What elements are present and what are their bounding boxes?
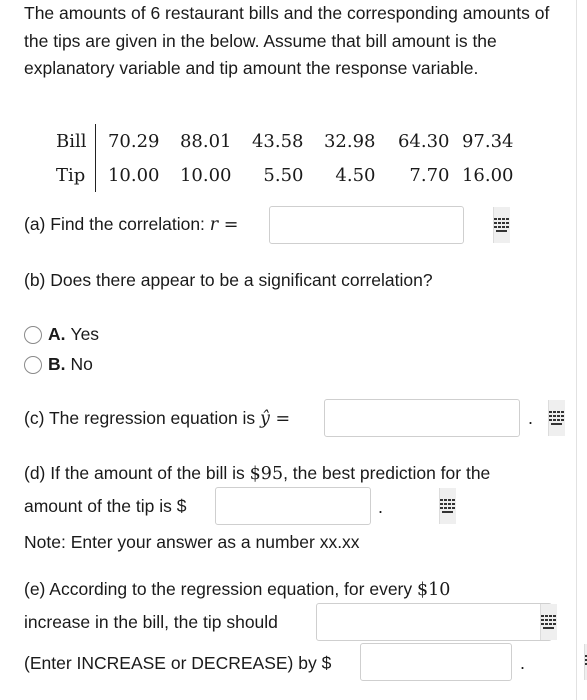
option-yes[interactable] [24,324,99,345]
part-d-line2: amount of the tip is $ [24,496,187,516]
table-cell: 43.58 [251,130,304,152]
part-d-amount: $95 [249,464,284,484]
part-d-input[interactable] [216,488,439,524]
keypad-icon[interactable] [493,207,510,243]
part-e-amount-input[interactable] [361,644,584,680]
part-c-variable: ŷ [260,409,270,429]
part-c-prompt [24,406,290,431]
part-d-text: (d) If the amount of the bill is [24,463,250,483]
table-row [56,124,514,158]
part-c-input[interactable] [325,400,548,436]
part-e-line3: (Enter INCREASE or DECREASE) by $ [24,653,332,673]
option-no[interactable] [24,354,93,375]
part-e-amount-box [360,643,512,681]
part-d-period: . [378,497,384,517]
table-cell: 64.30 [397,130,450,152]
part-c-answer-box [324,399,520,437]
part-e-text: (e) According to the regression equation, for every [24,579,417,599]
table-cell: 10.00 [179,164,232,186]
part-e-direction-box [316,603,552,641]
part-d-line1 [24,461,490,486]
table-row [56,158,514,192]
table-cell: 10.00 [95,158,160,192]
keypad-icon[interactable] [548,400,565,436]
part-a-input[interactable] [270,207,493,243]
part-c-text: (c) The regression equation is [24,408,261,428]
table-cell: 97.34 [461,130,514,152]
part-c-equals: = [275,409,291,429]
part-a-variable: r [209,215,219,235]
part-c-period: . [528,408,534,428]
part-e-line1 [24,577,450,602]
row-label: Tip [56,164,86,186]
option-letter: B. [48,354,66,374]
option-letter: A. [48,324,66,344]
table-cell: 88.01 [179,130,232,152]
table-cell: 16.00 [461,164,514,186]
row-label: Bill [56,130,87,152]
part-a-text: (a) Find the correlation: [24,214,210,234]
part-d-answer-box [215,487,371,525]
part-a-answer-box [269,206,464,244]
option-label: No [70,354,93,374]
question-intro: The amounts of 6 restaurant bills and the corresponding amounts of the tips are given in the below. Assume that bill amount is the explanatory variable and tip amount the response variable. [24,3,550,78]
part-e-amount: $10 [417,580,451,600]
part-d-note: Note: Enter your answer as a number xx.xx [24,532,360,552]
radio-button[interactable] [24,356,42,374]
part-e-line2: increase in the bill, the tip should [24,612,278,632]
table-cell: 5.50 [263,164,304,186]
part-b-prompt: (b) Does there appear to be a significant correlation? [24,270,433,290]
table-cell: 7.70 [409,164,450,186]
table-cell: 4.50 [335,164,376,186]
part-a-equals: = [223,215,239,235]
radio-button[interactable] [24,326,42,344]
part-e-period: . [520,653,526,673]
table-cell: 70.29 [95,124,160,158]
part-a-prompt [24,212,238,237]
part-e-direction-input[interactable] [317,604,540,640]
option-label: Yes [70,324,100,344]
data-table [56,124,514,192]
keypad-icon[interactable] [439,488,456,524]
keypad-icon[interactable] [540,604,557,640]
part-d-text-end: , the best prediction for the [283,463,491,483]
table-cell: 32.98 [323,130,376,152]
